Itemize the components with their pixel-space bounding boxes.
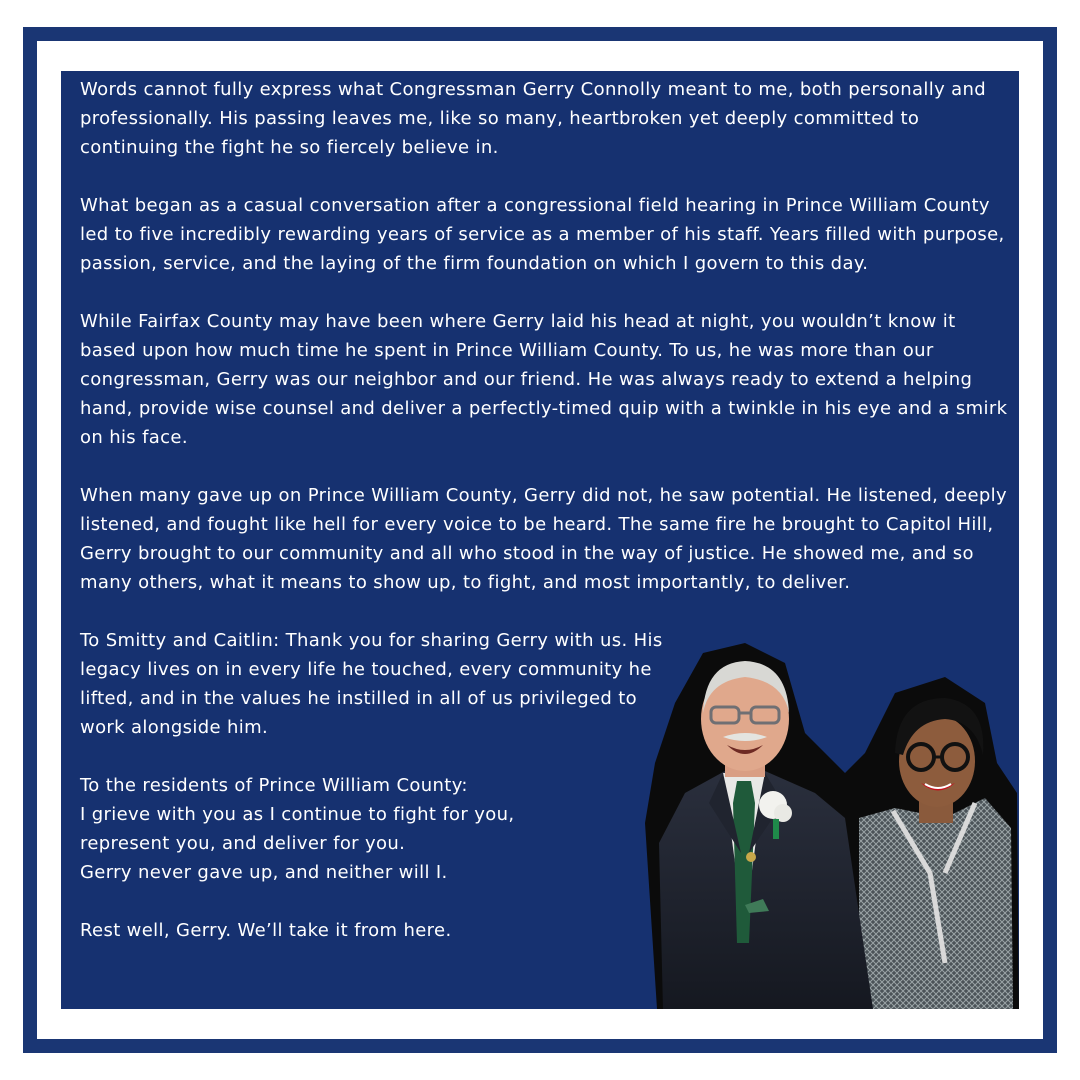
statement-panel — [61, 71, 1019, 1009]
paragraph-closing: Rest well, Gerry. We’ll take it from here. — [80, 920, 452, 941]
paragraph-family-thanks: To Smitty and Caitlin: Thank you for sharing Gerry with us. His legacy lives on in every life he touched, every community he lifted, and in the values he instilled in all of us privileged to work alongside him. — [80, 630, 663, 738]
paragraph-neighbor: While Fairfax County may have been where Gerry laid his head at night, you wouldn’t know it based upon how much time he spent in Prince William County. To us, he was more than our congressman, Gerry was our neighbor and our friend. He was always ready to extend a helping hand, provide wise counsel and deliver a perfectly-timed quip with a twinkle in his eye and a smirk on his face. — [80, 311, 1008, 448]
portrait-photo — [645, 643, 1019, 1009]
paragraph-potential: When many gave up on Prince William County, Gerry did not, he saw potential. He listened, deeply listened, and fought like hell for every voice to be heard. The same fire he brought to Capitol Hill, Gerry brought to our community and all who stood in the way of justice. He showed me, and so many others, what it means to show up, to fight, and most importantly, to deliver. — [80, 485, 1008, 593]
lapel-pin — [746, 852, 756, 862]
residents-line: To the residents of Prince William County: — [80, 775, 468, 796]
residents-line: represent you, and deliver for you. — [80, 833, 406, 854]
paragraph-tribute: Words cannot fully express what Congressman Gerry Connolly meant to me, both personally and professionally. His passing leaves me, like so many, heartbroken yet deeply committed to continuing the fight he so fiercely believe in. — [80, 79, 987, 158]
residents-line: Gerry never gave up, and neither will I. — [80, 862, 448, 883]
residents-line: I grieve with you as I continue to fight for you, — [80, 804, 515, 825]
paragraph-staff-years: What began as a casual conversation after a congressional field hearing in Prince William County led to five incredibly rewarding years of service as a member of his staff. Years filled with purpose, passion, service, and the laying of the firm foundation on which I govern to this day. — [80, 195, 1005, 274]
